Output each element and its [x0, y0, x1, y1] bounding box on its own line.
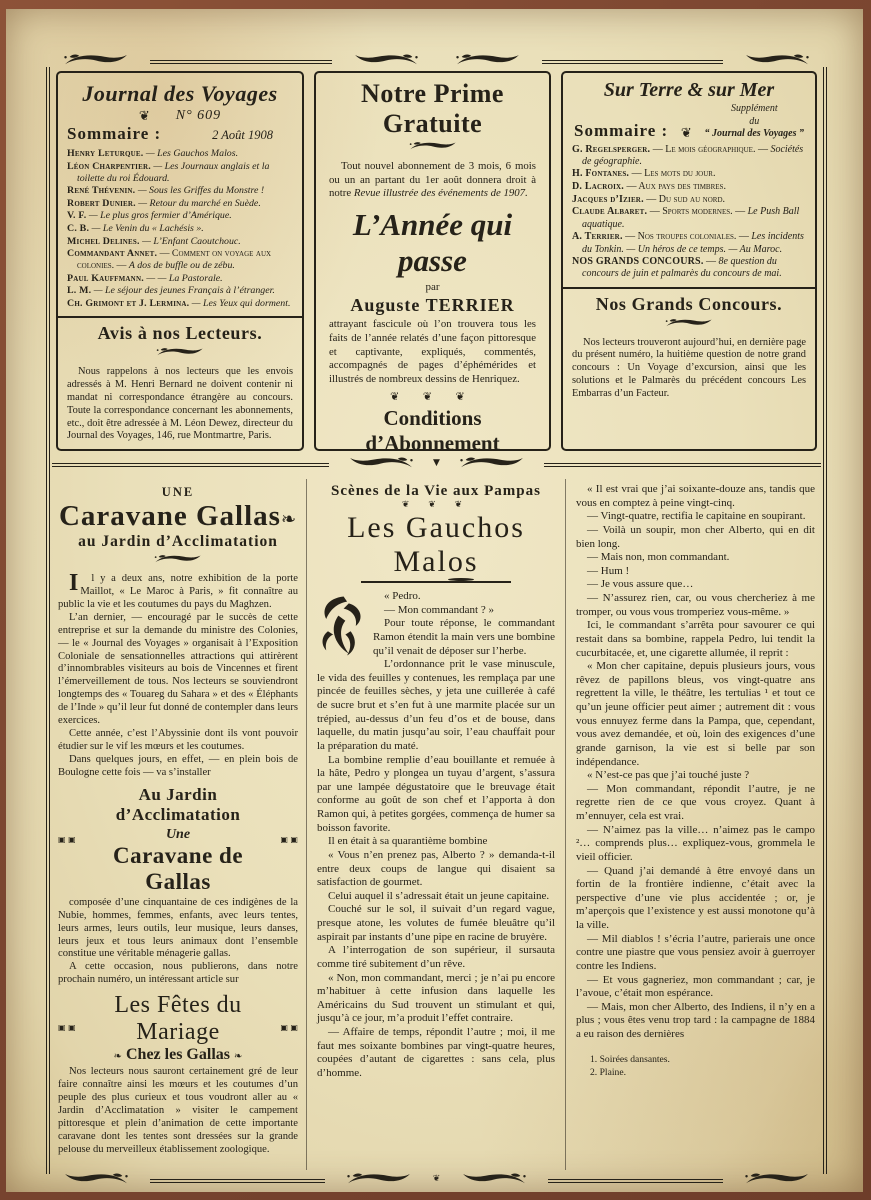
mini-flourish-ornament: [572, 316, 806, 334]
story-paragraph: Il en était à sa quarantième bombine: [328, 835, 488, 848]
toc-title: — Retour du marché en Suède.: [138, 197, 261, 209]
prime-author: Auguste TERRIER: [350, 295, 515, 316]
article-title: [58, 500, 298, 533]
article-subhead-1: [58, 785, 298, 895]
toc-title: — Le Venin du « Lachésis ».: [91, 222, 204, 234]
supplement-row: [574, 103, 804, 141]
border-rule: [548, 1179, 723, 1180]
toc-author: Commandant Annet.: [67, 248, 158, 260]
sommaire-item: [67, 148, 293, 160]
story-paragraph: — N’assurez rien, car, ou vous chercheriez à me tromper, ou vous vous tromperiez vous-même. »: [576, 592, 815, 618]
square-ornament: ▣ ▣: [58, 1023, 76, 1033]
square-ornament: ▣ ▣: [280, 1023, 298, 1033]
issue-number: N° 609: [175, 108, 222, 123]
story-paragraph: « Pedro.: [384, 590, 421, 602]
story-paragraph: « Il est vrai que j’ai soixante-douze ans, tandis que vous en comptez à peine vingt-cinq.: [576, 483, 815, 509]
avis-body: Nous rappelons à nos lecteurs que les envois adressés à M. Henri Bernard ne doivent contenir ni mandat ni correspondance étrangère au concours. Toute la correspondance concernant les abonnements, etc., doit être adressée à M. Léon Dewez, directeur du Journal des Voyages, 146, rue Montmartre, Paris.: [67, 366, 293, 442]
story-paragraph: « Mon cher capitaine, depuis plusieurs jours, vous rêvez de papillons bleus, vos vingt-quatre ans regrettent la ville, le théâtre, les tertulias ¹ et tout ce qu’un jeune officier peut aimer ; autrement dit : vous vous ennuyez ferme dans la Pampa, que, cependant, vous avez demandée, et où, loin des exigences d’une grande garnison, la vie est si belle par son indépendance.: [576, 660, 815, 768]
border-rule: [542, 60, 724, 61]
sommaire-item: [67, 161, 293, 185]
sommaire-label: Sommaire :: [67, 124, 162, 143]
border-rule: [150, 1179, 325, 1180]
drop-ornament: ▼: [433, 457, 440, 468]
article-subhead-2: [58, 992, 298, 1064]
article-paragraph: Cette année, c’est l’Abyssinie dont ils vont pouvoir étudier sur le vif les mœurs et les coutumes.: [58, 728, 298, 752]
left-border-line: [46, 67, 47, 1174]
toc-section: — Nos troupes coloniales. —: [625, 231, 749, 243]
story-paragraph: — Et vous gagneriez, mon commandant ; car, je l’avoue, c’était mon espérance.: [576, 973, 815, 1000]
subhead-line: Une: [165, 826, 191, 842]
toc-section: — Le mois géographique. —: [652, 143, 768, 155]
fleuron-icon: ❦: [680, 125, 692, 141]
prime-description: attrayant fascicule où l’on trouvera tous les faits de l’année relatés d’une façon pittoresque et captivante, expliqués, commentés, accompagnés de pages d’éphémérides et illustrés de nombreux dessins de Henriquez.: [329, 318, 536, 385]
article-paragraph: composée d’une cinquantaine de ces indigènes de la Nubie, hommes, femmes, enfants, avec leurs tentes, leurs armes, leurs outils, leur musique, leurs danses, leurs jeux et tous leurs animaux dont l’ensemble constitue une véritable ménagerie gallas.: [58, 896, 298, 960]
swirl-flourish-icon: [401, 141, 465, 152]
toc-title: Le Push Ball aquatique.: [582, 206, 800, 230]
supplement-line2: du: [749, 115, 760, 127]
border-rule: [52, 463, 329, 464]
story-paragraph: — Voilà un soupir, mon cher Alberto, qui en dit bien long.: [576, 523, 815, 550]
toc-author: Ch. Grimont et J. Lermina.: [67, 297, 190, 309]
article-title-text: Caravane Gallas: [58, 500, 281, 532]
toc-title: — Les Gauchos Malos.: [145, 148, 239, 159]
newspaper-page: [6, 9, 863, 1192]
issue-date: 2 Août 1908: [212, 128, 273, 142]
toc-title: — Sous les Griffes du Monstre !: [137, 185, 265, 197]
swirl-flourish-icon: [729, 53, 825, 68]
leaf-ornament-icon: ❧: [280, 509, 298, 530]
sommaire-item: [67, 185, 293, 197]
articles-band: [56, 479, 817, 1170]
swirl-flourish-icon: [657, 318, 721, 329]
section-divider: [563, 287, 815, 289]
sommaire-item: [67, 285, 293, 297]
concours-body: Nos lecteurs trouveront aujourd’hui, en dernière page du présent numéro, la huitième question de notre grand concours : Un Voyage d’excursion, ainsi que les solutions et le Palmarès du précédent concours Les Embarras d’un Facteur.: [572, 336, 806, 400]
border-rule: [544, 463, 821, 464]
right-border-line: [826, 67, 827, 1174]
footnote: 1. Soirées dansantes.: [590, 1053, 670, 1065]
story-paragraph-group: [317, 590, 555, 1081]
toc-author: René Thévenin.: [67, 185, 136, 197]
gauchos-malos-column-2: [565, 479, 817, 1170]
top-border-ornament: [46, 51, 827, 69]
swirl-flourish-icon: [331, 1172, 427, 1187]
toc-title: Sociétés de géographie.: [582, 143, 804, 167]
sommaire-item: [572, 231, 806, 255]
article-paragraph: Dans quelques jours, en effet, — en plein bois de Boulogne cette fois — va s’installer: [58, 753, 298, 778]
article-paragraph-group: [58, 1066, 298, 1156]
band-divider-ornament: [52, 453, 821, 473]
caravane-gallas-article: [56, 479, 306, 1170]
toc-section: — Comment on voyage aux colonies. —: [77, 248, 272, 272]
toc-author: L. M.: [67, 285, 92, 297]
swirl-flourish-icon: [446, 1172, 542, 1187]
toc-title: — Les Yeux qui dorment.: [191, 297, 291, 309]
story-paragraph: — Quand j’ai demandé à être envoyé dans un fortin de la frontière indienne, c’était avec la perspective d’une vie plus accidentée ; or, je m’aperçois que l’existence y est aussi monotone qu’à la ville.: [576, 864, 815, 931]
toc-author: Jacques d’Izier.: [572, 193, 644, 205]
story-paragraph: La bombine remplie d’eau bouillante et remuée à la hâte, Pedro y plongea un tuyau d’argent, s’assura par une lampée dégustatoire que le breuvage était conforme au goût de son chef et l’apporta à don Ramon qui, à petites gorgées, commença de humer sa boisson favorite.: [317, 753, 555, 834]
sommaire-item: [67, 210, 293, 222]
border-rule: [150, 60, 332, 61]
supplement-title: Sur Terre & sur Mer: [603, 79, 775, 101]
page-frame: [46, 51, 827, 1188]
article-paragraph: L’an dernier, — encouragé par le succès de cette entreprise et sur la demande du ministre des Colonies, — le « Journal des Voyages » organisait à l’Exposition Coloniale de sensationnelles attractions qui attirèrent d’innombrables visiteurs au bois de Vincennes et firent l’émerveillement de tous. Nos lecteurs se souviendront longtemps des « Touareg du Sahara » et des « Éléphants de l’Inde » qu’il leur fut donné de contempler dans leurs exercices.: [58, 611, 298, 727]
toc-section: — Les mots du jour.: [631, 168, 716, 180]
subhead-text: Chez les Gallas: [126, 1046, 230, 1064]
prime-product-title: L’Année qui passe: [352, 207, 513, 279]
story-paragraph-group: [576, 483, 815, 1042]
masthead-title: Journal des Voyages: [82, 81, 278, 106]
mini-flourish-ornament: [325, 139, 540, 157]
swirl-flourish-icon: [48, 1172, 144, 1187]
concours-title: Nos Grands Concours.: [595, 293, 783, 314]
sommaire-item: [572, 168, 806, 180]
toc-title: — Le séjour des jeunes Français à l’étranger.: [93, 285, 275, 297]
toc-section: —: [706, 256, 717, 268]
toc-author: Léon Charpentier.: [67, 160, 151, 172]
prime-gratuite-box: [314, 71, 551, 451]
toc-title: — — La Pastorale.: [146, 272, 223, 284]
byline-par: par: [425, 281, 440, 294]
sommaire-item: [67, 248, 293, 272]
sommaire-list: [67, 148, 293, 310]
prime-intro: [329, 160, 536, 201]
swirl-flourish-icon: [333, 456, 429, 471]
toc-author: V. F.: [67, 210, 87, 222]
toc-section: — Du sud au nord.: [646, 193, 726, 205]
section-divider: [58, 316, 302, 318]
article-subtitle: au Jardin d’Acclimatation: [78, 533, 278, 550]
story-paragraph: « Vous n’en prenez pas, Alberto ? » demanda-t-il entre deux coups de langue qui disaient sa satisfaction de gourmet.: [317, 848, 555, 889]
story-paragraph: Couché sur le sol, il suivait d’un regard vague, presque atone, les volutes de fumée bleuâtre qu’il aspirait par instants d’une pipe en racine de bruyère.: [317, 903, 555, 943]
sommaire-item: [572, 181, 806, 193]
swirl-flourish-icon: [48, 53, 144, 68]
prime-intro-italic: Revue illustrée des événements de 1907.: [353, 187, 528, 200]
article-paragraph-group: [58, 897, 298, 987]
article-paragraph: Il y a deux ans, notre exhibition de la porte Maillot, « Le Maroc à Paris, » fit connaître au public la vie et les coutumes du pays du Maghzen.: [58, 570, 298, 610]
story-paragraph: — Je vous assure que…: [587, 578, 694, 591]
sommaire-item: [572, 256, 806, 280]
story-paragraph: — Mon commandant, répondit l’autre, je ne regrette rien de ce que vous croyez. Quant à m’ennuyer, cela est vrai.: [576, 782, 815, 822]
supplement-note: [705, 103, 804, 141]
leaf-ornament-icon: ❧: [113, 1051, 122, 1063]
conditions-title: Conditions d’Abonnement: [365, 405, 500, 451]
article-paragraph: Nos lecteurs nous sauront certainement gré de leur faire connaître ainsi les mœurs et les coutumes d’un peuple des plus curieux et tous voudront aller au « Jardin d’Acclimatation » visiter le campement pittoresque et plein d’animation de cette importante caravane dont les tentes sont dressées sur la grande pelouse du merveilleux établissement zoologique.: [58, 1066, 298, 1155]
swirl-flourish-icon: [146, 554, 210, 565]
story-kicker: Scènes de la Vie aux Pampas: [331, 483, 541, 499]
story-paragraph: Pour toute réponse, le commandant Ramon étendit la main vers une bombine qu’il venait de déposer sur l’herbe.: [373, 617, 555, 657]
story-title: Les Gauchos Malos: [347, 511, 525, 578]
story-paragraph: — Affaire de temps, répondit l’autre ; moi, il me faut mes soixante bombines par vingt-quatre heures, coupées d’autant de cigarettes : sans cela, plus d’homme.: [317, 1026, 555, 1079]
square-ornament: ▣ ▣: [280, 834, 298, 844]
story-paragraph: L’ordonnance prit le vase minuscule, le vida des feuilles y contenues, les remplaça par une pincée de feuilles sèches, y jeta une cuillerée à café de sucre brut et s’en fut à une marmite placée sur un trépied, au-dessus d’un feu d’os et de bouse, dans laquelle, du matin jusqu’au soir, l’eau chauffait pour la préparation du maté.: [317, 658, 555, 752]
toc-title: 8e question du concours de juin et palmarès du concours de mai.: [582, 256, 782, 280]
fleuron-icon: ❦: [138, 108, 150, 124]
toc-author: Paul Kauffmann.: [67, 272, 144, 284]
story-paragraph: — Hum !: [587, 564, 630, 577]
sommaire-item: [67, 236, 293, 248]
prime-intro-text: Tout nouvel abonnement de 3 mois, 6 mois ou un an partant du 1er août donnera droit à notre: [329, 160, 536, 200]
issue-row: [67, 108, 293, 124]
header-band: [56, 71, 817, 451]
subhead-line: Caravane de Gallas: [112, 842, 244, 894]
toc-author: G. Regelsperger.: [572, 143, 651, 155]
sommaire-item: [67, 273, 293, 285]
sommaire-item: [67, 223, 293, 235]
toc-title: A dos de buffle ou de zébu.: [128, 260, 235, 272]
swirl-flourish-icon: [444, 456, 540, 471]
toc-title: Les incidents du Tonkin. — Un héros de ce temps. — Au Maroc.: [582, 231, 804, 255]
toc-section: — Aux pays des timbres.: [626, 181, 726, 193]
leaf-ornament-icon: ❧: [234, 1051, 243, 1063]
toc-author: Robert Dunier.: [67, 197, 136, 209]
story-paragraph: — Vingt-quatre, rectifia le capitaine en soupirant.: [587, 510, 806, 523]
story-paragraph: — Mais, mon cher Alberto, des Indiens, il n’y en a plus ; vous êtes venu trop tard : la campagne de 1884 a eu raison des dernières: [576, 1000, 815, 1040]
subhead-line: [114, 1046, 243, 1063]
mini-flourish-ornament: [58, 552, 298, 570]
story-paragraph: « Non, mon commandant, merci ; je n’ai pu encore m’habituer à cette infusion dans laquelle les Américains du Sud trouvent un stimulant et qui, jusqu’à ce jour, m’a produit l’effet contraire.: [317, 971, 555, 1025]
supplement-line3: “ Journal des Voyages ”: [704, 128, 804, 139]
prime-title: Notre Prime Gratuite: [361, 79, 504, 138]
initial-flourish-ornament: [317, 593, 365, 659]
toc-author: Claude Albaret.: [572, 206, 648, 218]
article-kicker: UNE: [161, 485, 195, 499]
avis-title: Avis à nos Lecteurs.: [97, 323, 263, 344]
story-paragraph: Celui auquel il s’adressait était un jeune capitaine.: [328, 889, 550, 902]
subhead-core: [80, 785, 277, 895]
toc-author: C. B.: [67, 222, 90, 234]
story-paragraph: — Mil diablos ! s’écria l’autre, parierais une once contre une piastre que vous pensiez avoir à guerroyer contre les Indiens.: [576, 932, 815, 972]
toc-author: NOS GRANDS CONCOURS.: [572, 256, 704, 268]
toc-title: — Les Journaux anglais et la toilette du roi Édouard.: [77, 160, 270, 184]
toc-author: A. Terrier.: [572, 231, 623, 243]
sommaire-item: [572, 194, 806, 206]
footnotes: [576, 1054, 815, 1080]
toc-author: D. Lacroix.: [572, 181, 624, 193]
supplement-line1: Supplément: [730, 103, 778, 114]
story-paragraph: A l’interrogation de son supérieur, il sursauta comme tiré subitement d’un rêve.: [317, 944, 555, 970]
title-underline-ornament: [361, 581, 511, 583]
story-paragraph: « N’est-ce pas que j’ai touché juste ?: [587, 769, 750, 782]
article-paragraph-group: [58, 612, 298, 780]
subhead-line: Au Jardin d’Acclimatation: [115, 784, 241, 824]
gauchos-malos-column-1: [306, 479, 565, 1170]
bottom-border-ornament: [46, 1170, 827, 1188]
toc-title: — Le plus gros fermier d’Amérique.: [88, 210, 232, 222]
toc-author: Henry Leturque.: [67, 148, 144, 159]
mini-flourish-ornament: [67, 345, 293, 363]
sommaire-item: [67, 298, 293, 310]
subhead-line: Les Fêtes du Mariage: [114, 992, 242, 1046]
fleurons-ornament: ❦ ❦ ❦: [390, 389, 475, 403]
toc-section: — Sports modernes. —: [649, 206, 746, 218]
swirl-flourish-icon: [148, 347, 212, 358]
supplement-sommaire-list: [572, 144, 806, 281]
initial-flourish-icon: [317, 593, 365, 659]
sommaire-row: [67, 124, 291, 144]
journal-sommaire-box: [56, 71, 304, 451]
sommaire-item: [67, 198, 293, 210]
toc-author: Michel Delines.: [67, 235, 140, 247]
sur-terre-mer-box: [561, 71, 817, 451]
subhead-core: [80, 992, 277, 1064]
sommaire-item: [572, 144, 806, 168]
swirl-flourish-icon: [729, 1172, 825, 1187]
story-paragraph: Ici, le commandant s’arrêta pour savourer ce qui restait dans sa bombine, rappela Pedro, lui tendit la cucurbitacée, et, une cigarette allumée, il reprit :: [576, 619, 815, 659]
drop-ornament: ❦: [432, 1173, 441, 1184]
swirl-flourish-icon: [338, 53, 434, 68]
sommaire-label: Sommaire :: [574, 120, 669, 140]
story-paragraph: — Mais non, mon commandant.: [587, 551, 730, 564]
square-ornament: ▣ ▣: [58, 834, 76, 844]
toc-author: H. Fontanes.: [572, 168, 630, 180]
toc-title: — L’Enfant Caoutchouc.: [142, 235, 241, 247]
swirl-flourish-icon: [440, 53, 536, 68]
footnote: 2. Plaine.: [590, 1066, 626, 1078]
fleurons-ornament: ❦ ❦ ❦: [401, 500, 471, 510]
story-paragraph: — N’aimez pas la ville… n’aimez pas le campo ²… comprends plus… expliquez-vous, grommela le vieil officier.: [576, 823, 815, 863]
article-paragraph: A cette occasion, nous publierons, dans notre prochain numéro, un intéressant article sur: [58, 961, 298, 986]
story-paragraph: — Mon commandant ? »: [384, 603, 494, 616]
sommaire-item: [572, 206, 806, 230]
